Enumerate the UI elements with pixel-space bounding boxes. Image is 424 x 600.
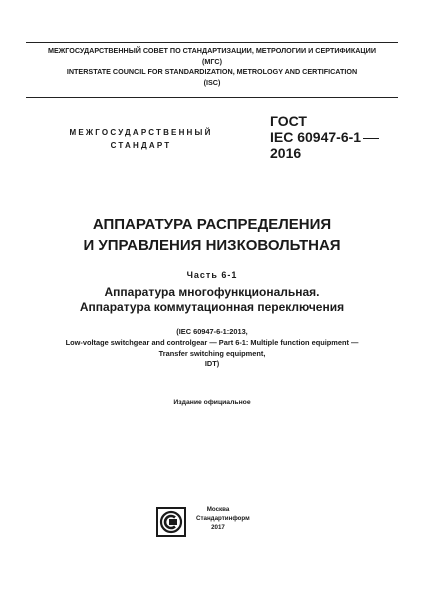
council-abbr-ru: (МГС) <box>202 56 222 66</box>
council-header <box>26 42 398 98</box>
council-name-ru: МЕЖГОСУДАРСТВЕННЫЙ СОВЕТ ПО СТАНДАРТИЗАЦИИ, МЕТРОЛОГИИ И СЕРТИФИКАЦИИ <box>47 46 377 55</box>
standard-type <box>66 126 216 152</box>
council-name-en: INTERSTATE COUNCIL FOR STANDARDIZATION, METROLOGY AND CERTIFICATION <box>66 67 358 76</box>
document-title-line1: АППАРАТУРА РАСПРЕДЕЛЕНИЯ <box>92 216 332 233</box>
part-title <box>20 285 404 315</box>
standard-number-dash <box>363 138 379 139</box>
standard-type-line1: МЕЖГОСУДАРСТВЕННЫЙ <box>69 128 213 137</box>
publisher-year: 2017 <box>211 524 225 531</box>
publisher-info <box>196 505 250 532</box>
idt-reference <box>20 327 404 370</box>
council-abbr-en: (ISC) <box>203 77 221 87</box>
publisher-name: Стандартинформ <box>196 515 250 522</box>
idt-line1: (IEC 60947-6-1:2013, <box>176 327 248 336</box>
edition-note: Издание официальное <box>173 399 251 406</box>
standard-number-prefix: ГОСТ <box>270 113 307 129</box>
idt-line2: Low-voltage switchgear and controlgear — Part 6-1: Multiple function equipment — <box>65 337 359 347</box>
standartinform-logo-icon <box>156 507 186 537</box>
publisher-city: Москва <box>206 506 230 513</box>
document-title <box>20 214 404 256</box>
standard-number-code-row <box>270 129 379 145</box>
idt-line4: IDT) <box>204 359 220 369</box>
part-title-line1: Аппаратура многофункциональная. <box>104 285 320 299</box>
part-title-line2: Аппаратура коммутационная переключения <box>79 300 345 314</box>
idt-line3: Transfer switching equipment, <box>158 348 266 358</box>
standard-type-line2: СТАНДАРТ <box>110 141 172 150</box>
standard-number-code: IEC 60947-6-1 <box>270 129 362 145</box>
standard-number <box>270 113 379 161</box>
standard-number-year: 2016 <box>270 145 302 161</box>
part-label: Часть 6-1 <box>186 270 238 280</box>
document-title-line2: И УПРАВЛЕНИЯ НИЗКОВОЛЬТНАЯ <box>83 237 341 254</box>
